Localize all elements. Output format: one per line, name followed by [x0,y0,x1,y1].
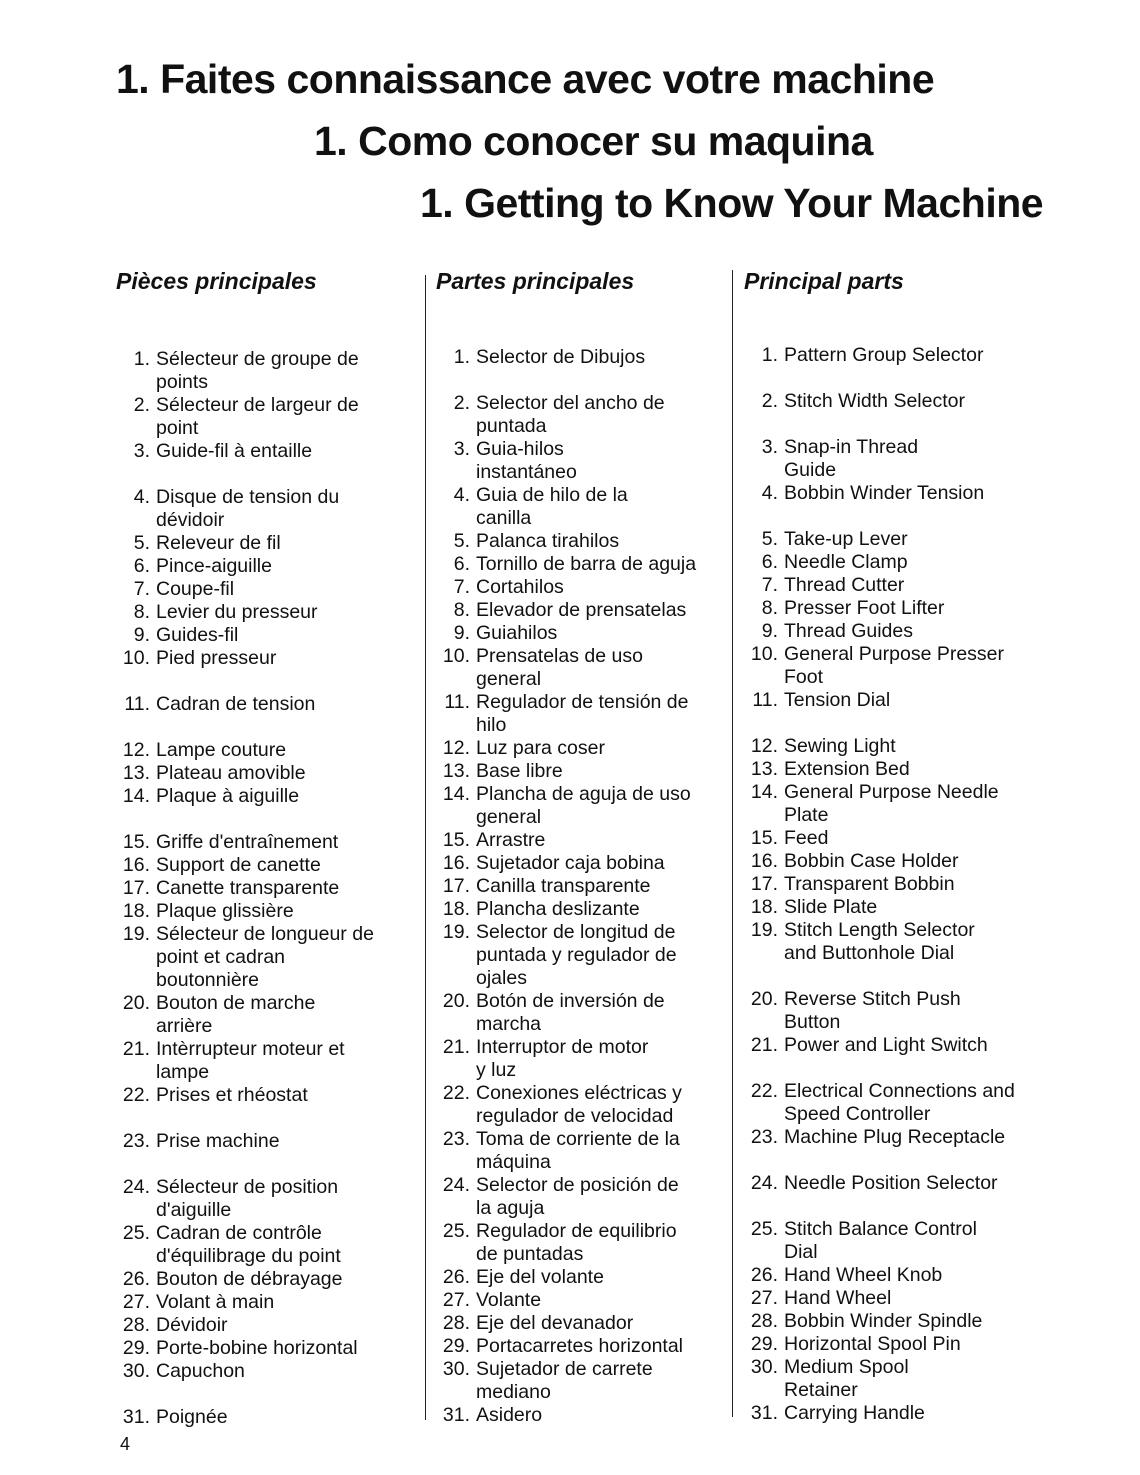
item-number: 31. [750,1402,778,1424]
item-number: 31. [442,1404,470,1426]
item-number: 26. [750,1264,778,1286]
item-label: Support de canette [156,854,321,876]
item-label: Snap-in Thread Guide [784,436,919,481]
item-label: Bobbin Winder Spindle [784,1310,983,1332]
item-number: 26. [442,1266,470,1288]
item-number: 13. [750,758,778,780]
item-number: 12. [122,739,150,761]
item-label: Sélecteur de position d'aiguille [156,1176,339,1221]
item-number: 6. [453,553,470,575]
item-number: 27. [442,1289,470,1311]
item-label: Bobbin Case Holder [784,850,959,872]
column-heading: Partes principales [436,268,635,294]
item-label: Base libre [476,760,563,782]
item-number: 1. [453,346,470,368]
item-number: 23. [122,1130,150,1152]
item-label: Cadran de tension [156,693,316,715]
item-label: Eje del volante [476,1266,604,1288]
item-label: Selector de posición de la aguja [476,1174,679,1219]
item-number: 9. [453,622,470,644]
item-number: 15. [750,827,778,849]
item-label: Extension Bed [784,758,910,780]
item-number: 7. [761,574,778,596]
column-french [116,268,416,1428]
item-number: 26. [122,1268,150,1290]
item-label: Electrical Connections and Speed Controller [784,1080,1015,1125]
item-label: Bouton de marche arrière [156,992,316,1037]
item-label: Thread Cutter [784,574,905,596]
item-number: 7. [133,578,150,600]
item-number: 12. [442,737,470,759]
item-label: Luz para coser [476,737,605,759]
item-number: 30. [442,1358,470,1380]
item-number: 23. [442,1128,470,1150]
item-number: 20. [750,988,778,1010]
item-label: Dévidoir [156,1314,228,1336]
item-label: Hand Wheel [784,1287,892,1309]
item-number: 11. [124,693,150,715]
item-number: 22. [442,1082,470,1104]
item-label: General Purpose Needle Plate [784,781,999,826]
item-label: Power and Light Switch [784,1034,988,1056]
item-number: 20. [122,992,150,1014]
item-number: 13. [122,762,150,784]
item-label: Palanca tirahilos [476,530,620,552]
item-label: Needle Position Selector [784,1172,998,1194]
item-label: Volant à main [156,1291,275,1313]
item-label: Tornillo de barra de aguja [476,553,697,575]
item-label: Arrastre [476,829,546,851]
item-label: Releveur de fil [156,532,281,554]
item-number: 17. [750,873,778,895]
item-number: 2. [453,392,470,414]
item-label: Tension Dial [784,689,891,711]
item-number: 28. [442,1312,470,1334]
item-label: Stitch Width Selector [784,390,965,412]
item-label: Cadran de contrôle d'équilibrage du point [156,1222,341,1267]
column-spanish [436,268,736,1426]
item-number: 4. [453,484,470,506]
item-number: 2. [133,394,150,416]
item-number: 22. [750,1080,778,1102]
item-number: 5. [453,530,470,552]
item-number: 6. [133,555,150,577]
item-number: 29. [122,1337,150,1359]
item-label: Volante [476,1289,542,1311]
item-number: 24. [442,1174,470,1196]
item-number: 9. [133,624,150,646]
item-label: Guides-fil [156,624,239,646]
item-label: Plancha de aguja de uso general [476,783,691,828]
item-number: 14. [122,785,150,807]
item-number: 22. [122,1084,150,1106]
item-label: Eje del devanador [476,1312,634,1334]
item-label: Disque de tension du dévidoir [156,486,340,531]
item-number: 5. [761,528,778,550]
item-label: Lampe couture [156,739,287,761]
column-english [744,268,1044,1424]
item-number: 17. [122,877,150,899]
item-number: 19. [442,921,470,943]
item-number: 28. [750,1310,778,1332]
item-label: Hand Wheel Knob [784,1264,943,1286]
item-label: Plancha deslizante [476,898,640,920]
item-label: Take-up Lever [784,528,908,550]
item-number: 14. [442,783,470,805]
item-label: Pied presseur [156,647,277,669]
item-number: 21. [122,1038,150,1060]
page-number: 4 [120,1434,131,1454]
item-number: 28. [122,1314,150,1336]
item-number: 18. [122,900,150,922]
item-label: Plaque glissière [156,900,294,922]
item-number: 15. [442,829,470,851]
item-number: 12. [750,735,778,757]
item-label: Thread Guides [784,620,913,642]
item-number: 19. [750,919,778,941]
item-label: Prise machine [156,1130,280,1152]
item-number: 21. [442,1036,470,1058]
item-label: Regulador de tensión de hilo [476,691,689,736]
item-label: Guide-fil à entaille [156,440,313,462]
item-number: 27. [122,1291,150,1313]
item-label: Transparent Bobbin [784,873,955,895]
item-label: Conexiones eléctricas y regulador de velocidad [476,1082,682,1127]
item-label: General Purpose Presser Foot [784,643,1005,688]
item-label: Horizontal Spool Pin [784,1333,961,1355]
item-label: Botón de inversión de marcha [476,990,665,1035]
item-label: Asidero [476,1404,543,1426]
item-label: Canette transparente [156,877,340,899]
item-label: Bobbin Winder Tension [784,482,985,504]
item-label: Portacarretes horizontal [476,1335,684,1357]
item-label: Plateau amovible [156,762,306,784]
item-label: Selector del ancho de puntada [476,392,665,437]
item-number: 6. [761,551,778,573]
item-label: Canilla transparente [476,875,651,897]
item-label: Stitch Balance Control Dial [784,1218,977,1263]
item-label: Machine Plug Receptacle [784,1126,1006,1148]
column-heading: Principal parts [744,268,904,294]
item-label: Capuchon [156,1360,245,1382]
item-number: 18. [442,898,470,920]
item-number: 16. [122,854,150,876]
item-number: 30. [750,1356,778,1378]
item-label: Prises et rhéostat [156,1084,308,1106]
item-label: Stitch Length Selector and Buttonhole Dial [784,919,975,964]
item-number: 25. [750,1218,778,1240]
item-number: 8. [133,601,150,623]
item-number: 10. [750,643,778,665]
item-number: 17. [442,875,470,897]
item-label: Guia-hilos instantáneo [476,438,577,483]
item-number: 10. [122,647,150,669]
item-number: 8. [453,599,470,621]
item-label: Bouton de débrayage [156,1268,343,1290]
item-number: 21. [750,1034,778,1056]
item-label: Pince-aiguille [156,555,272,577]
item-label: Prensatelas de uso general [476,645,643,690]
item-label: Sujetador de carrete mediano [476,1358,653,1403]
item-number: 15. [122,831,150,853]
item-label: Interruptor de motor y luz [476,1036,649,1081]
item-label: Sélecteur de groupe de points [156,348,359,393]
item-number: 27. [750,1287,778,1309]
item-number: 4. [133,486,150,508]
item-number: 23. [750,1126,778,1148]
item-number: 11. [444,691,470,713]
item-label: Reverse Stitch Push Button [784,988,961,1033]
item-label: Plaque à aiguille [156,785,300,807]
item-number: 3. [761,436,778,458]
item-number: 29. [750,1333,778,1355]
item-number: 25. [122,1222,150,1244]
item-label: Pattern Group Selector [784,344,984,366]
item-label: Sewing Light [784,735,896,757]
item-number: 3. [133,440,150,462]
title-english: 1. Getting to Know Your Machine [420,180,1044,226]
item-number: 1. [133,348,150,370]
item-label: Intèrrupteur moteur et lampe [156,1038,345,1083]
item-label: Griffe d'entraînement [156,831,339,853]
title-spanish: 1. Como conocer su maquina [314,118,873,164]
item-label: Poignée [156,1406,228,1428]
item-label: Carrying Handle [784,1402,925,1424]
item-label: Needle Clamp [784,551,908,573]
item-number: 13. [442,760,470,782]
item-number: 2. [761,390,778,412]
item-label: Slide Plate [784,896,878,918]
item-number: 9. [761,620,778,642]
item-label: Sujetador caja bobina [476,852,665,874]
item-number: 16. [442,852,470,874]
item-number: 20. [442,990,470,1012]
item-number: 3. [453,438,470,460]
item-number: 7. [453,576,470,598]
item-number: 5. [133,532,150,554]
item-number: 16. [750,850,778,872]
item-number: 8. [761,597,778,619]
item-label: Sélecteur de largeur de point [156,394,359,439]
item-number: 10. [442,645,470,667]
item-label: Medium Spool Retainer [784,1356,909,1401]
item-label: Selector de Dibujos [476,346,646,368]
item-number: 24. [122,1176,150,1198]
item-number: 14. [750,781,778,803]
item-label: Cortahilos [476,576,564,598]
item-number: 1. [761,344,778,366]
item-number: 19. [122,923,150,945]
item-label: Sélecteur de longueur de point et cadran boutonnière [156,923,374,991]
item-label: Presser Foot Lifter [784,597,945,619]
item-label: Levier du presseur [156,601,318,623]
item-number: 25. [442,1220,470,1242]
item-number: 18. [750,896,778,918]
item-number: 30. [122,1360,150,1382]
item-number: 31. [122,1406,150,1428]
item-number: 24. [750,1172,778,1194]
item-label: Guia de hilo de la canilla [476,484,628,529]
title-french: 1. Faites connaissance avec votre machine [116,56,935,102]
item-label: Feed [784,827,829,849]
item-label: Regulador de equilibrio de puntadas [476,1220,677,1265]
item-number: 29. [442,1335,470,1357]
column-heading: Pièces principales [116,268,317,294]
item-label: Porte-bobine horizontal [156,1337,358,1359]
item-label: Elevador de prensatelas [476,599,687,621]
item-label: Toma de corriente de la máquina [476,1128,680,1173]
item-number: 4. [761,482,778,504]
item-label: Selector de longitud de puntada y regulador de ojales [476,921,677,989]
item-label: Guiahilos [476,622,558,644]
item-label: Coupe-fil [156,578,235,600]
item-number: 11. [752,689,778,711]
